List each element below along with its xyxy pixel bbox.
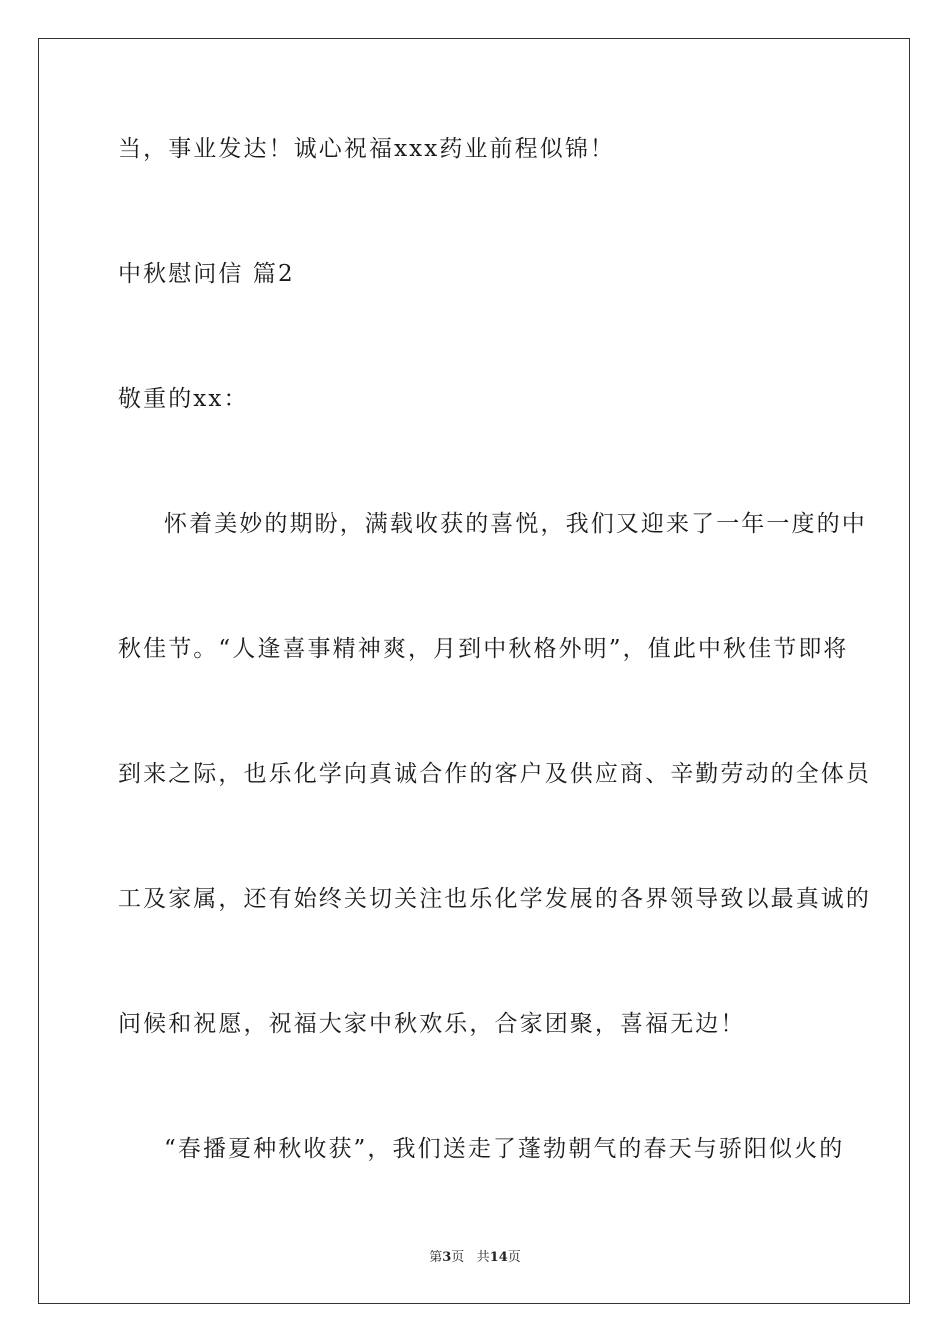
footer-current-page: 3	[442, 1250, 452, 1265]
page-border	[38, 38, 910, 1304]
footer-page-unit: 页	[451, 1250, 465, 1265]
footer-total-prefix: 共	[476, 1250, 490, 1265]
footer-prefix: 第	[429, 1250, 443, 1265]
footer-total-unit: 页	[507, 1250, 521, 1265]
salutation: 敬重的xx：	[118, 386, 249, 412]
paragraph-1-line-4: 工及家属，还有始终关切关注也乐化学发展的各界领导致以最真诚的	[118, 886, 871, 912]
paragraph-1-line-5: 问候和祝愿，祝福大家中秋欢乐，合家团聚，喜福无边！	[118, 1011, 746, 1037]
paragraph-1-line-1: 怀着美妙的期盼，满载收获的喜悦，我们又迎来了一年一度的中	[164, 511, 867, 537]
page-footer	[0, 1249, 950, 1267]
paragraph-1-line-2: 秋佳节。“人逢喜事精神爽，月到中秋格外明”，值此中秋佳节即将	[118, 636, 849, 662]
text-line-1: 当，事业发达！诚心祝福xxx药业前程似锦！	[118, 136, 616, 162]
section-heading: 中秋慰问信 篇2	[118, 261, 295, 287]
footer-total-pages: 14	[489, 1250, 508, 1265]
paragraph-2-line-1: “春播夏种秋收获”，我们送走了蓬勃朝气的春天与骄阳似火的	[164, 1136, 845, 1162]
paragraph-1-line-3: 到来之际，也乐化学向真诚合作的客户及供应商、辛勤劳动的全体员	[118, 761, 871, 787]
